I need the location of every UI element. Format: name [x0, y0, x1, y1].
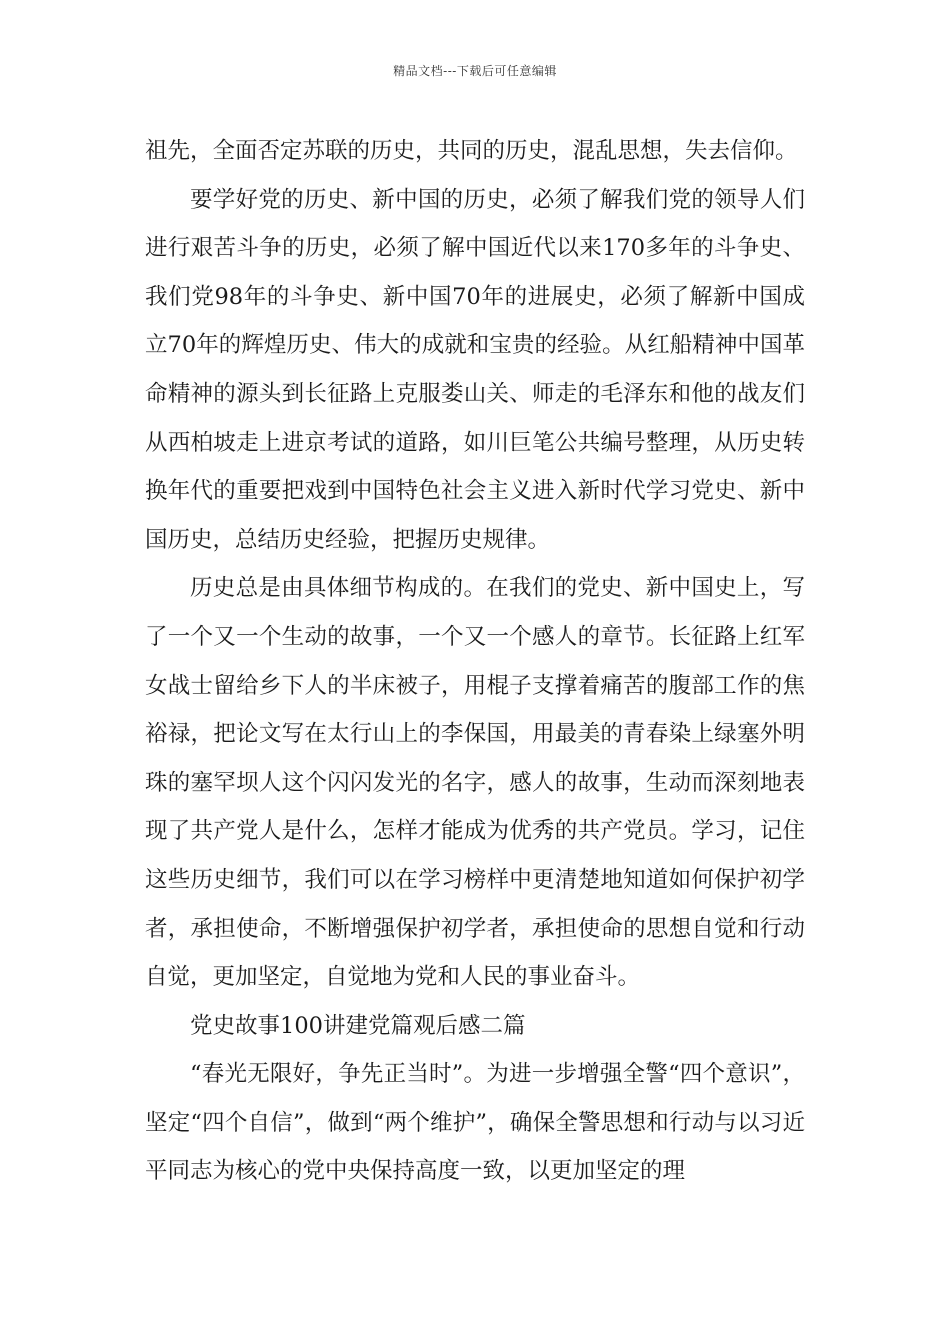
section-heading: 党史故事100讲建党篇观后感二篇 — [190, 1012, 526, 1039]
paragraph-2: 要学好党的历史、新中国的历史，必须了解我们党的领导人们进行艰苦斗争的历史，必须了解中国近代以来170多年的斗争史、我们党98年的斗争史、新中国70年的进展史，必须了解新中国成立70年的辉煌历史、伟大的成就和宝贵的经验。从红船精神中国革命精神的源头到长征路上克服娄山关、师走的毛泽东和他的战友们从西柏坡走上进京考试的道路，如川巨笔公共编号整理，从历史转换年代的重要把戏到中国特色社会主义进入新时代学习党史、新中国历史，总结历史经验，把握历史规律。 — [145, 186, 805, 553]
document-body — [145, 127, 805, 1196]
paragraph-4: “春光无限好，争先正当时”。为进一步增强全警“四个意识”，坚定“四个自信”，做到“两个维护”，确保全警思想和行动与以习近平同志为核心的党中央保持高度一致，以更加坚定的理 — [145, 1061, 805, 1185]
paragraph-3: 历史总是由具体细节构成的。在我们的党史、新中国史上，写了一个又一个生动的故事，一个又一个感人的章节。长征路上红军女战士留给乡下人的半床被子，用棍子支撑着痛苦的腹部工作的焦裕禄，把论文写在太行山上的李保国，用最美的青春染上绿塞外明珠的塞罕坝人这个闪闪发光的名字，感人的故事，生动而深刻地表现了共产党人是什么，怎样才能成为优秀的共产党员。学习，记住这些历史细节，我们可以在学习榜样中更清楚地知道如何保护初学者，承担使命，不断增强保护初学者，承担使命的思想自觉和行动自觉，更加坚定，自觉地为党和人民的事业奋斗。 — [145, 575, 805, 991]
page-header: 精品文档---下载后可任意编辑 — [393, 64, 557, 78]
paragraph-1: 祖先，全面否定苏联的历史，共同的历史，混乱思想，失去信仰。 — [145, 138, 798, 164]
